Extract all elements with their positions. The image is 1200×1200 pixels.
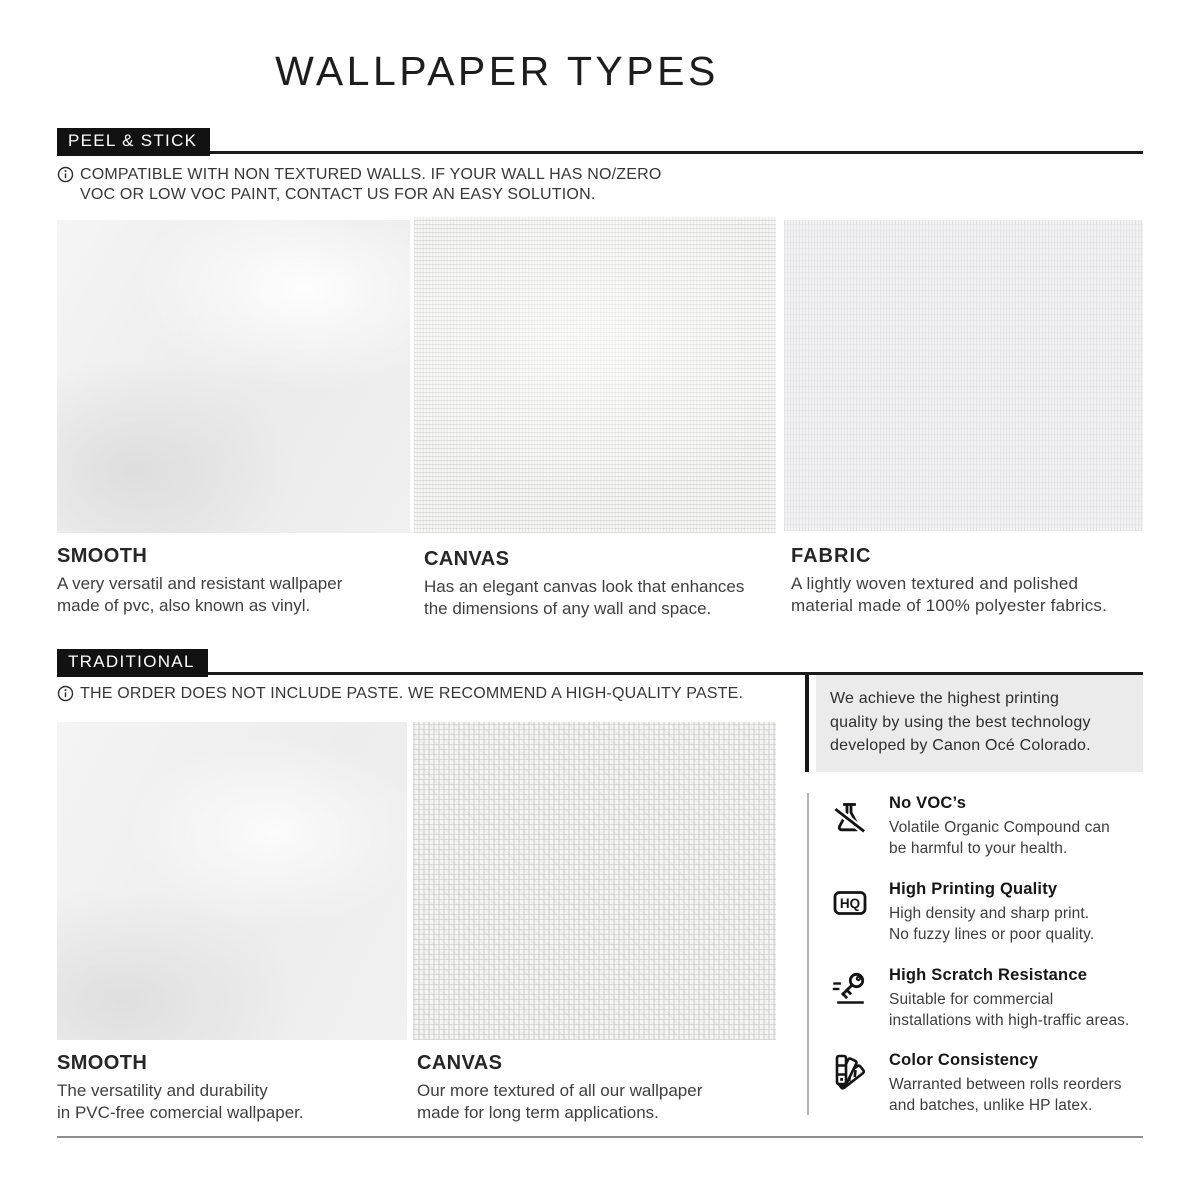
- swatch-title: SMOOTH: [57, 1052, 148, 1074]
- feature-list-divider: [807, 793, 809, 1115]
- svg-text:HQ: HQ: [839, 896, 861, 911]
- swatch-sample-smooth: [57, 722, 407, 1040]
- hq-badge-icon: [830, 883, 870, 923]
- quote-accent-bar: [805, 675, 809, 772]
- info-note-peel-stick: [57, 165, 662, 205]
- swatch-sample-canvas: [413, 722, 776, 1040]
- feature-description: Warranted between rolls reorders and batches, unlike HP latex.: [889, 1076, 1122, 1114]
- feature-title: High Scratch Resistance: [889, 966, 1088, 984]
- note-line: COMPATIBLE WITH NON TEXTURED WALLS. IF YOUR WALL HAS NO/ZERO: [80, 166, 662, 183]
- note-line: VOC OR LOW VOC PAINT, CONTACT US FOR AN EASY SOLUTION.: [80, 186, 596, 203]
- swatch-title: CANVAS: [417, 1052, 503, 1074]
- info-note-traditional: [57, 684, 743, 704]
- feature-no-vocs: [889, 794, 1110, 859]
- swatch-description: A lightly woven textured and polished material made of 100% polyester fabrics.: [791, 574, 1108, 615]
- swatch-description: Our more textured of all our wallpaper made for long term applications.: [417, 1081, 703, 1122]
- section-badge-traditional: TRADITIONAL: [57, 649, 208, 677]
- note-line: THE ORDER DOES NOT INCLUDE PASTE. WE RECOMMEND A HIGH-QUALITY PASTE.: [80, 685, 744, 702]
- swatch-sample-smooth: [57, 220, 410, 533]
- feature-title: High Printing Quality: [889, 880, 1058, 898]
- color-swatches-icon: [830, 1051, 870, 1091]
- info-icon: [57, 685, 74, 702]
- feature-color-consistency: [889, 1051, 1122, 1116]
- feature-description: Volatile Organic Compound can be harmful to your health.: [889, 819, 1110, 857]
- feature-title: Color Consistency: [889, 1051, 1039, 1069]
- swatch-title: CANVAS: [424, 548, 510, 570]
- swatch-description: Has an elegant canvas look that enhances the dimensions of any wall and space.: [424, 577, 745, 618]
- feature-high-printing-quality: [889, 880, 1094, 945]
- section-badge-peel-stick: PEEL & STICK: [57, 128, 210, 156]
- printing-quality-quote: We achieve the highest printing quality by using the best technology developed by Canon Océ Colorado.: [816, 675, 1143, 772]
- swatch-sample-fabric: [784, 220, 1143, 531]
- swatch-description: The versatility and durability in PVC-free comercial wallpaper.: [57, 1081, 304, 1122]
- feature-title: No VOC’s: [889, 794, 967, 812]
- swatch-sample-canvas: [414, 217, 776, 533]
- page-title: WALLPAPER TYPES: [275, 48, 719, 94]
- info-icon: [57, 166, 74, 183]
- swatch-title: SMOOTH: [57, 545, 148, 567]
- section-rule-peel-stick: [57, 151, 1143, 154]
- bottom-divider: [57, 1136, 1143, 1138]
- swatch-title: FABRIC: [791, 545, 872, 567]
- feature-description: High density and sharp print. No fuzzy lines or poor quality.: [889, 905, 1095, 943]
- feature-description: Suitable for commercial installations with high-traffic areas.: [889, 991, 1130, 1029]
- swatch-description: A very versatil and resistant wallpaper made of pvc, also known as vinyl.: [57, 574, 343, 615]
- scratch-key-icon: [830, 968, 870, 1008]
- feature-high-scratch-resistance: [889, 966, 1129, 1031]
- no-voc-flask-icon: [830, 799, 870, 839]
